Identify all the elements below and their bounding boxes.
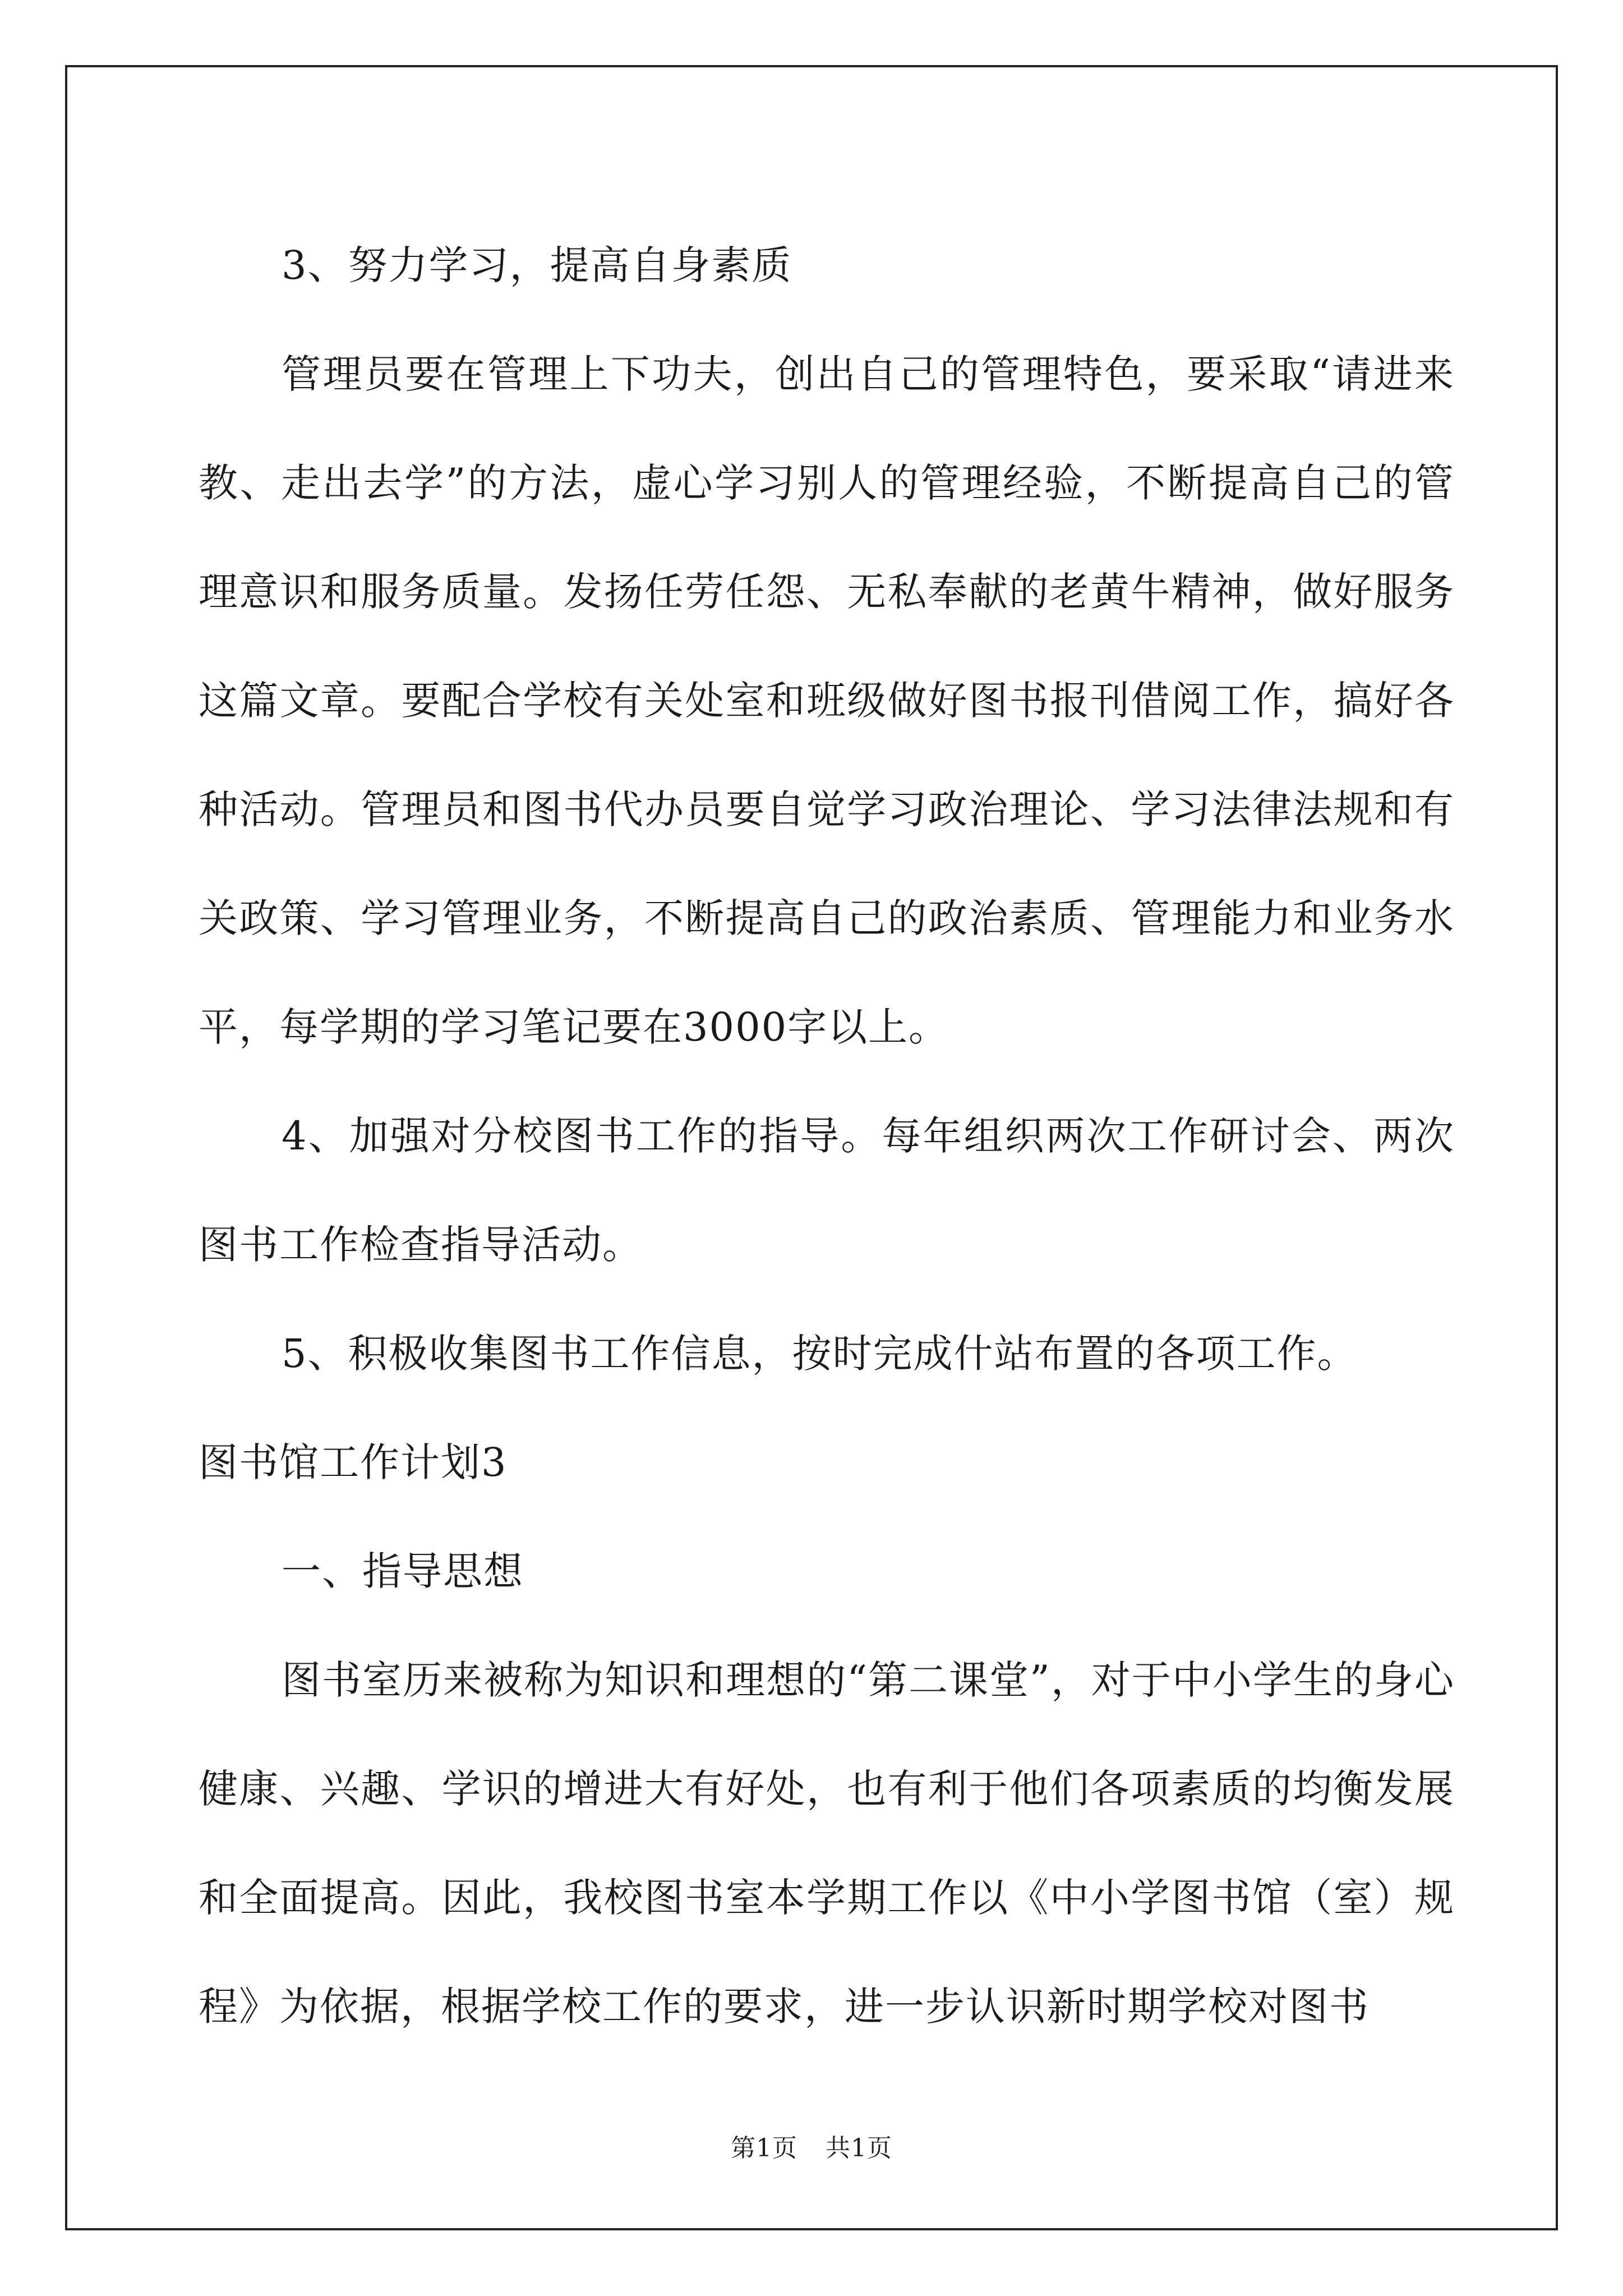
paragraph: 5、积极收集图书工作信息，按时完成什站布置的各项工作。	[282, 1331, 1358, 1377]
paragraph: 3、努力学习，提高自身素质	[282, 242, 792, 288]
paragraph: 管理员要在管理上下功夫，创出自己的管理特色，要采取“请进来教、走出去学”的方法，虚心学习别人的管理经验，不断提高自己的管理意识和服务质量。发扬任劳任怨、无私奉献的老黄牛精神，做好服务这篇文章。要配合学校有关处室和班级做好图书报刊借阅工作，搞好各种活动。管理员和图书代办员要自觉学习政治理论、学习法律法规和有关政策、学习管理业务，不断提高自己的政治素质、管理能力和业务水平，每学期的学习笔记要在3000字以上。	[199, 351, 1455, 1050]
section-title: 图书馆工作计划3	[199, 1439, 508, 1485]
document-body	[199, 211, 1455, 2061]
paragraph: 一、指导思想	[282, 1548, 524, 1594]
page-total: 共1页	[826, 2134, 892, 2162]
paragraph: 4、加强对分校图书工作的指导。每年组织两次工作研讨会、两次图书工作检查指导活动。	[199, 1113, 1455, 1268]
paragraph: 图书室历来被称为知识和理想的“第二课堂”，对于中小学生的身心健康、兴趣、学识的增进大有好处，也有利于他们各项素质的均衡发展和全面提高。因此，我校图书室本学期工作以《中小学图书馆（室）规程》为依据，根据学校工作的要求，进一步认识新时期学校对图书	[199, 1657, 1455, 2030]
page-footer	[0, 2132, 1623, 2165]
page-number: 第1页	[731, 2134, 797, 2162]
